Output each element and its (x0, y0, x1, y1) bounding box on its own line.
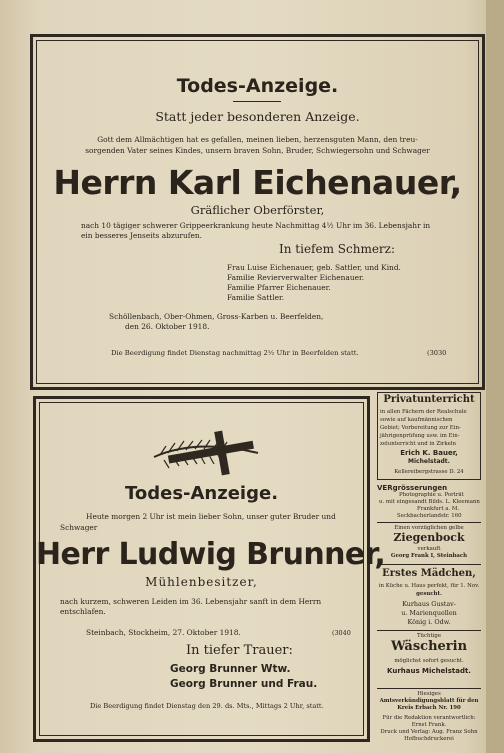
ad-privatunterricht: Privatunterricht in allen Fächern der Realschule sowie auf kaufmännischen Gebiet; Vorbereitung zur Ein- jährigenprüfung usw. im Ein- zelunterricht und in Zirkeln Erich K. Bauer, Michelstadt. Kellereibergstrasse D. 24 (377, 392, 481, 480)
ads-column (374, 390, 484, 740)
deceased-name: Herrn Karl Eichenauer, (53, 163, 462, 202)
notice-body-line: Schwager (60, 523, 98, 532)
funeral-line: Die Beerdigung findet Dienstag nachmittag 2½ Uhr in Beerfelden statt. (111, 349, 359, 357)
notice-body-line: Heute morgen 2 Uhr ist mein lieber Sohn, unser guter Bruder und (86, 512, 336, 521)
mourner-line: Frau Luise Eichenauer, geb. Sattler, und Kind. (227, 263, 401, 272)
ad-waescherin: Tüchtige Wäscherin möglichst sofort gesucht. Kurhaus Michelstadt. (377, 630, 481, 687)
notice-body-line: Gott dem Allmächtigen hat es gefallen, meinen lieben, herzensguten Mann, den treu- (97, 135, 418, 144)
mourner-line: Georg Brunner und Frau. (170, 678, 318, 690)
ad-code: (3040 (332, 629, 351, 637)
deceased-title: Gräflicher Oberförster, (190, 203, 325, 217)
mourner-line: Familie Revierverwalter Eichenauer. (227, 273, 365, 282)
deceased-name: Herr Ludwig Brunner, (36, 537, 386, 572)
ad-impressum: Hiesiges Amtsverkündigungsblatt für den Kreis Erbach Nr. 190 Für die Redaktion verantwortlich: Ernst Frank. Druck und Verlag: Aug. Franz Sohn Hofbuchdruckerei (377, 688, 481, 740)
notice-body-line: nach kurzem, schweren Leiden im 36. Lebensjahr sanft in dem Herrn (60, 597, 322, 606)
funeral-line: Die Beerdigung findet Dienstag den 29. ds. Mts., Mittags 2 Uhr, statt. (90, 702, 324, 710)
facing-page-edge (486, 0, 504, 753)
notice-body-line: nach 10 tägiger schwerer Grippeerkrankung heute Nachmittag 4½ Uhr im 36. Lebensjahr in (81, 221, 431, 230)
notice-heading: Todes-Anzeige. (124, 483, 279, 504)
date-line: den 26. Oktober 1918. (125, 322, 210, 331)
death-notice-eichenauer (30, 34, 485, 390)
mourner-line: Familie Pfarrer Eichenauer. (227, 283, 331, 292)
mourners-heading: In tiefem Schmerz: (279, 242, 396, 256)
deceased-title: Mühlenbesitzer, (145, 575, 258, 589)
notice-body-line: entschlafen. (60, 607, 106, 616)
notice-subheading: Statt jeder besonderen Anzeige. (155, 109, 360, 124)
notice-heading: Todes-Anzeige. (176, 75, 339, 97)
ad-erstes-maedchen: Erstes Mädchen, in Küche u. Haus perfekt, für 1. Nov. gesucht. Kurhaus Gustav- u. Marienquellen König i. Odw. (377, 564, 481, 629)
heading-rule (233, 101, 281, 102)
place-line: Schöllenbach, Ober-Ohmen, Gross-Karben u. Beerfelden, (109, 312, 324, 321)
place-line: Steinbach, Stockheim, 27. Oktober 1918. (86, 628, 241, 637)
death-notice-brunner (33, 396, 386, 742)
mourner-line: Familie Sattler. (227, 293, 285, 302)
notice-body-line: ein besseres Jenseits abzurufen. (81, 231, 203, 240)
notice-body-line: sorgenden Vater seines Kindes, unsern braven Sohn, Bruder, Schwiegersohn und Schwager (85, 146, 430, 155)
ad-vergroesserungen: VERgrösserungen Photographie u. Porträt u. mit eingesandt Bilds. L. Kleemann Frankfurt a. M. Seckbacherlandstr. 160 (377, 484, 480, 519)
mourner-line: Georg Brunner Wtw. (170, 663, 291, 675)
cross-palm-icon (146, 427, 266, 477)
mourners-heading: In tiefer Trauer: (186, 643, 293, 658)
ad-code: (3030 (427, 349, 447, 357)
ad-ziegenbock: Einen vorzüglichen gelbe Ziegenbock verkauft Georg Frank I, Steinbach (377, 522, 481, 563)
